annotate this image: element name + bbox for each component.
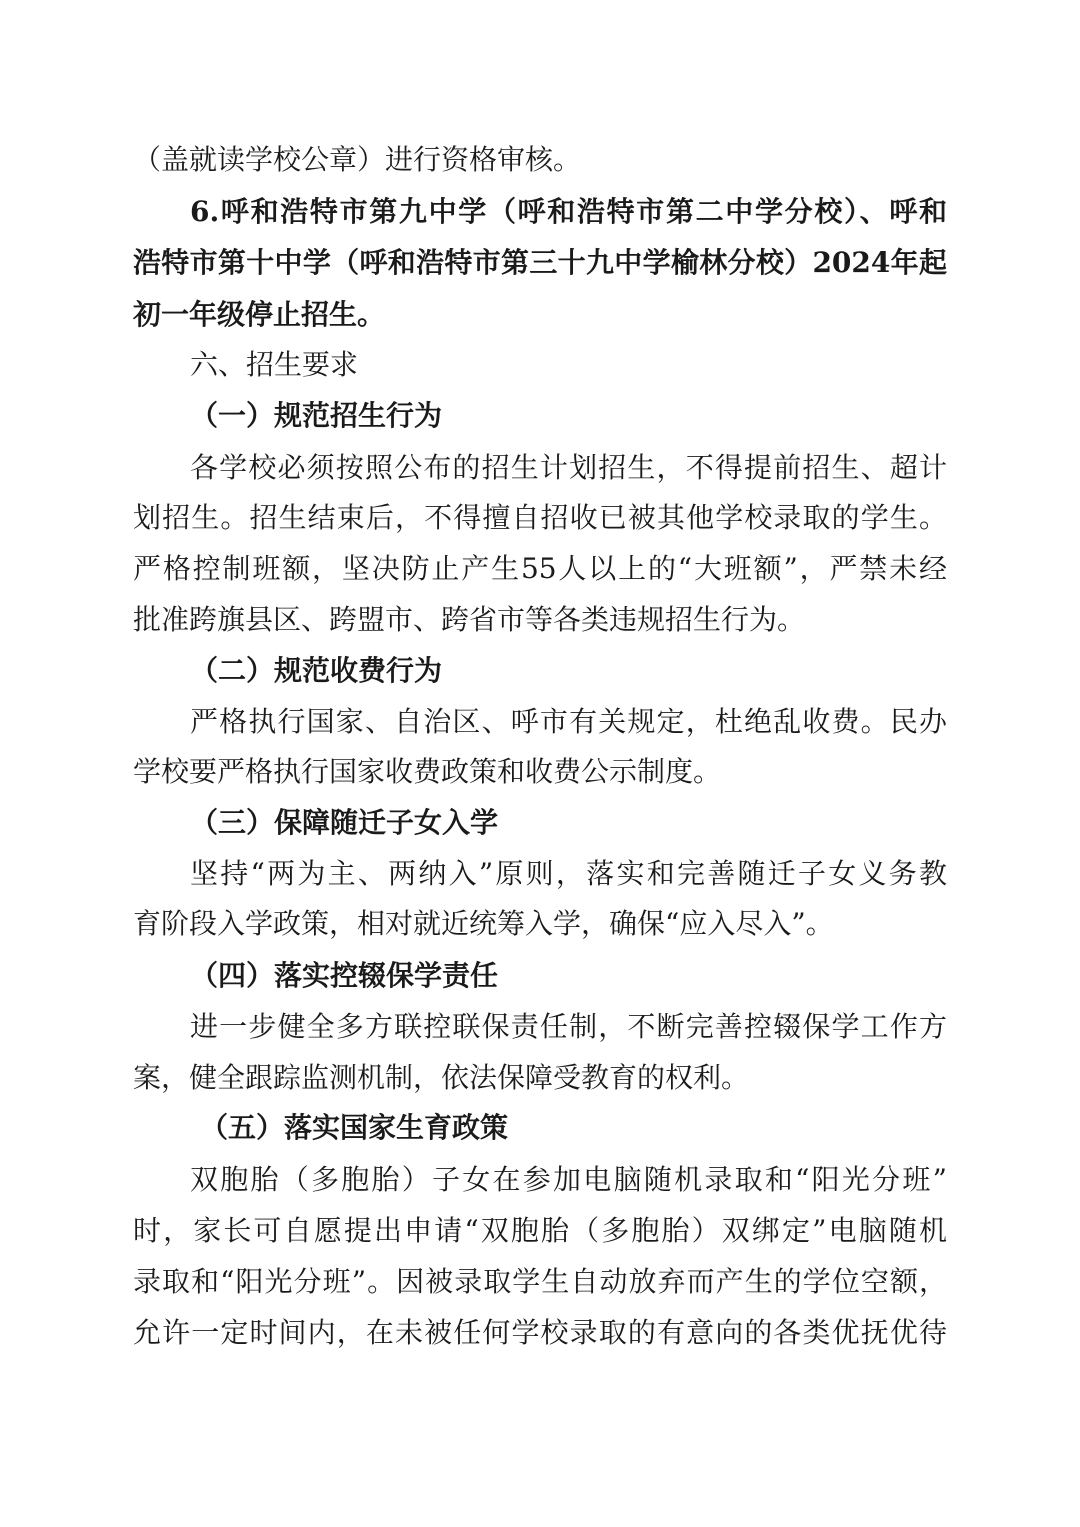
paragraph-line: 浩特市第十中学（呼和浩特市第三十九中学榆林分校）2024年起	[133, 246, 947, 279]
paragraph-line: 录取和“阳光分班”。因被录取学生自动放弃而产生的学位空额，	[133, 1265, 947, 1298]
paragraph-line: 案，健全跟踪监测机制，依法保障受教育的权利。	[133, 1061, 750, 1094]
paragraph-line: 严格执行国家、自治区、呼市有关规定，杜绝乱收费。民办	[190, 705, 947, 738]
paragraph-line: 双胞胎（多胞胎）子女在参加电脑随机录取和“阳光分班”	[190, 1163, 947, 1196]
subsection-heading: （五）落实国家生育政策	[200, 1111, 509, 1144]
paragraph-line: 进一步健全多方联控联保责任制，不断完善控辍保学工作方	[190, 1010, 947, 1043]
subsection-heading: （二）规范收费行为	[190, 654, 443, 687]
paragraph-line: 严格控制班额，坚决防止产生55人以上的“大班额”，严禁未经	[133, 552, 947, 585]
paragraph-line: 各学校必须按照公布的招生计划招生，不得提前招生、超计	[190, 451, 947, 484]
paragraph-line: 时，家长可自愿提出申请“双胞胎（多胞胎）双绑定”电脑随机	[133, 1214, 947, 1247]
paragraph-line: （盖就读学校公章）进行资格审核。	[133, 143, 582, 176]
paragraph-line: 6.呼和浩特市第九中学（呼和浩特市第二中学分校）、呼和	[190, 195, 947, 228]
subsection-heading: （四）落实控辍保学责任	[190, 959, 499, 992]
subsection-heading: （一）规范招生行为	[190, 399, 443, 432]
paragraph-line: 学校要严格执行国家收费政策和收费公示制度。	[133, 755, 722, 788]
paragraph-line: 育阶段入学政策，相对就近统筹入学，确保“应入尽入”。	[133, 907, 834, 940]
section-heading: 六、招生要求	[190, 348, 359, 381]
paragraph-line: 允许一定时间内，在未被任何学校录取的有意向的各类优抚优待	[133, 1316, 947, 1349]
paragraph-line: 坚持“两为主、两纳入”原则，落实和完善随迁子女义务教	[190, 857, 947, 890]
subsection-heading: （三）保障随迁子女入学	[190, 806, 499, 839]
paragraph-line: 批准跨旗县区、跨盟市、跨省市等各类违规招生行为。	[133, 603, 806, 636]
paragraph-line: 初一年级停止招生。	[133, 298, 386, 331]
paragraph-line: 划招生。招生结束后，不得擅自招收已被其他学校录取的学生。	[133, 501, 947, 534]
